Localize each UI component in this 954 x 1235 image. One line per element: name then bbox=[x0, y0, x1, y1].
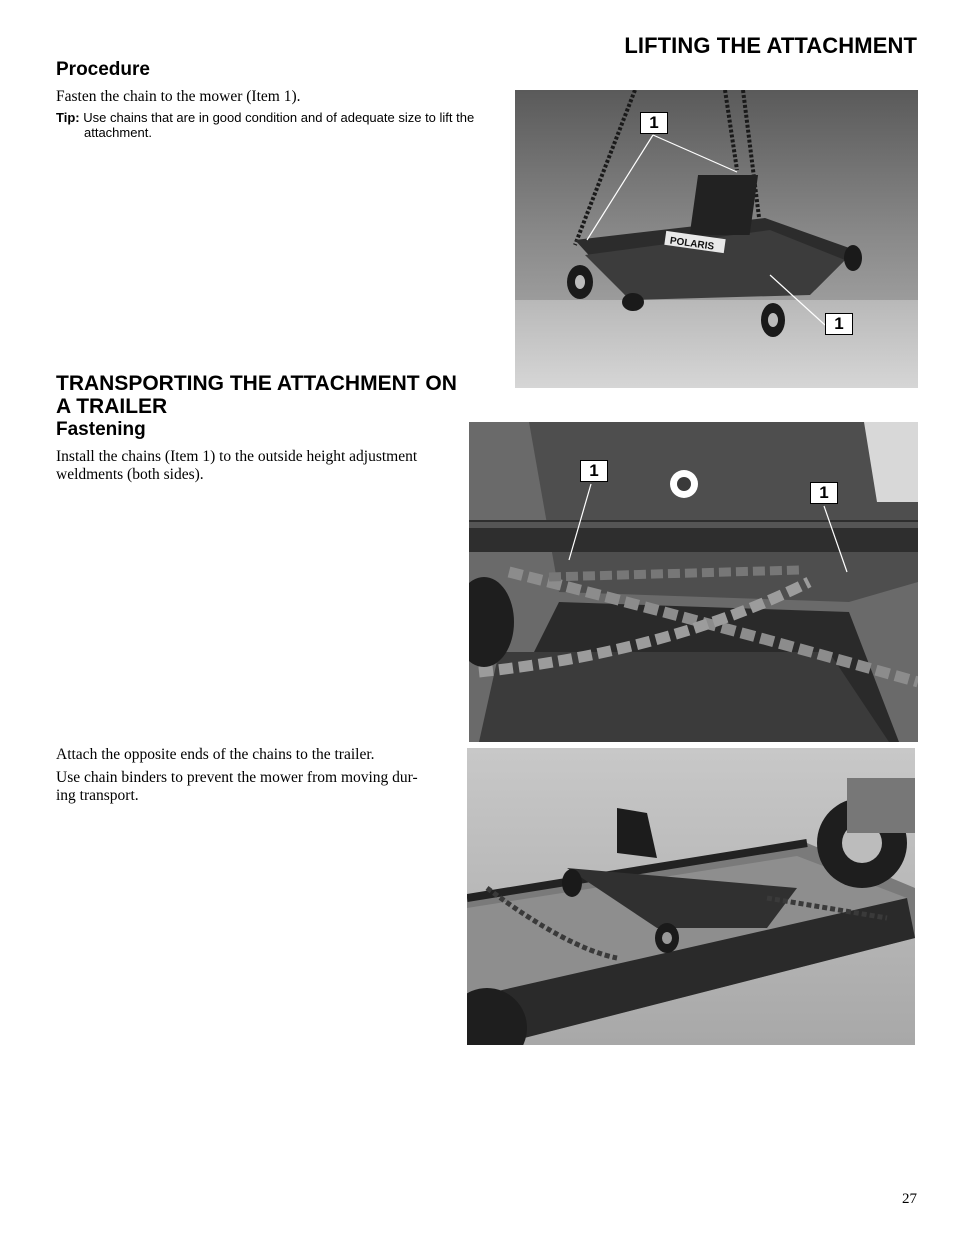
trailer-photo bbox=[467, 748, 915, 1045]
page-number: 27 bbox=[902, 1191, 917, 1207]
transporting-heading bbox=[56, 372, 457, 418]
callout-item-1: 1 bbox=[640, 112, 668, 134]
fastening-photo bbox=[469, 422, 918, 742]
install-chains-text bbox=[56, 448, 461, 483]
callout-item-1: 1 bbox=[580, 460, 608, 482]
install-line2: weldments (both sides). bbox=[56, 465, 204, 483]
page-heading: LIFTING THE ATTACHMENT bbox=[624, 33, 917, 58]
deck-logo: POLARIS bbox=[669, 235, 715, 253]
tip-text: Use chains that are in good condition and of adequate size to lift the bbox=[83, 110, 475, 125]
chain-binders-text bbox=[56, 769, 461, 804]
install-line1: Install the chains (Item 1) to the outside height adjustment bbox=[56, 448, 418, 465]
transporting-heading-line1: TRANSPORTING THE ATTACHMENT ON bbox=[56, 372, 457, 395]
procedure-subheading: Procedure bbox=[56, 59, 150, 80]
lifting-step-text: Fasten the chain to the mower (Item 1). bbox=[56, 88, 301, 105]
tip-text-cont: attachment. bbox=[84, 124, 152, 140]
tip-label: Tip: bbox=[56, 110, 80, 125]
fastening-subheading: Fastening bbox=[56, 419, 146, 440]
callout-item-1: 1 bbox=[810, 482, 838, 504]
transporting-heading-line2: A TRAILER bbox=[56, 395, 168, 418]
lifting-photo bbox=[515, 90, 918, 388]
binders-line2: ing transport. bbox=[56, 786, 139, 804]
tip-note bbox=[56, 111, 506, 140]
callout-item-1: 1 bbox=[825, 313, 853, 335]
binders-line1: Use chain binders to prevent the mower from moving dur- bbox=[56, 769, 418, 786]
attach-chains-text: Attach the opposite ends of the chains to the trailer. bbox=[56, 746, 375, 763]
